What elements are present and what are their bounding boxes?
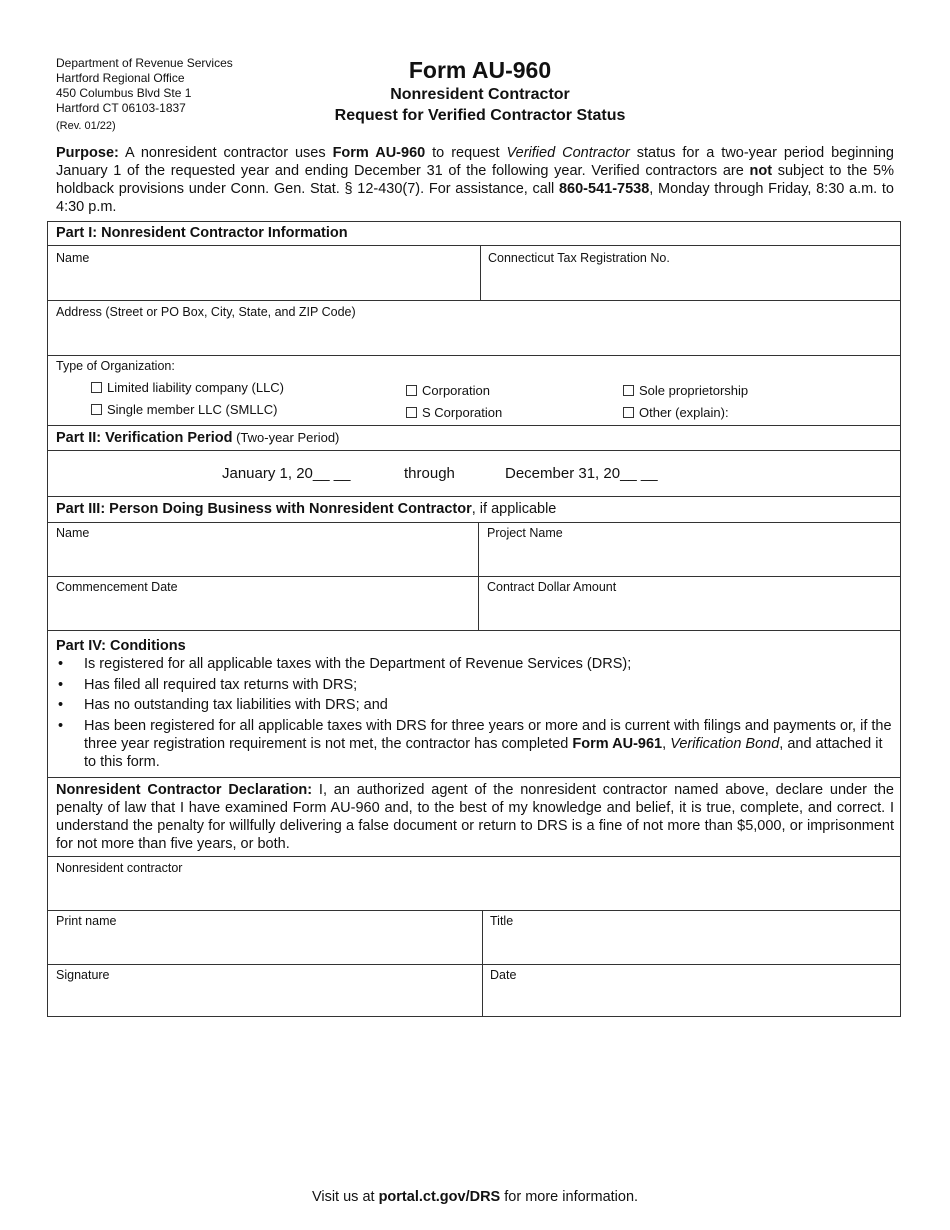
condition-item: • Has no outstanding tax liabilities with DRS; and — [56, 696, 894, 714]
revision-date: (Rev. 01/22) — [56, 120, 116, 132]
checkbox-label: Other (explain): — [639, 405, 729, 420]
checkbox-label: S Corporation — [422, 405, 503, 420]
declaration-label: Nonresident Contractor Declaration: — [56, 782, 313, 798]
condition-item: • Is registered for all applicable taxes with the Department of Revenue Services (DRS); — [56, 655, 894, 673]
ct-tax-registration-label: Connecticut Tax Registration No. — [488, 251, 670, 265]
form-subtitle-2: Request for Verified Contractor Status — [334, 107, 626, 124]
checkbox-box[interactable] — [406, 407, 417, 418]
footer-link[interactable]: portal.ct.gov/DRS — [378, 1189, 501, 1205]
purpose-form-ref: Form AU-960 — [332, 145, 426, 161]
form-subtitle: Nonresident Contractor — [390, 86, 570, 103]
purpose-label: Purpose: — [56, 145, 119, 161]
agency-line: Department of Revenue Services — [56, 56, 233, 70]
checkbox-llc[interactable] — [91, 380, 284, 395]
contract-amount-label: Contract Dollar Amount — [487, 580, 617, 594]
checkbox-label: Single member LLC (SMLLC) — [107, 402, 278, 417]
purpose-text: , Monday through Friday, 8:30 a.m. to 4:30 p.m. — [56, 181, 894, 215]
agency-line: 450 Columbus Blvd Ste 1 — [56, 86, 192, 100]
purpose-status: Verified Contractor — [506, 145, 630, 161]
agency-line: Hartford CT 06103-1837 — [56, 101, 186, 115]
declaration-paragraph — [56, 781, 894, 853]
checkbox-label: Corporation — [422, 383, 490, 398]
address-label: Address (Street or PO Box, City, State, and ZIP Code) — [56, 305, 356, 319]
period-start: January 1, 20__ __ — [222, 465, 351, 482]
form-number: Form AU-960 — [408, 57, 552, 83]
purpose-text: status for a two-year period beginning January 1 of the requested year and ending December 31 of the following year. Verified contractors are — [56, 145, 894, 179]
checkbox-box[interactable] — [623, 385, 634, 396]
agency-address — [56, 56, 233, 116]
title-label: Title — [490, 914, 514, 928]
contractor-name-label: Name — [56, 251, 90, 265]
part2-heading: Part II: Verification Period (Two-year Period) — [56, 430, 340, 446]
part1-heading: Part I: Nonresident Contractor Information — [56, 225, 348, 241]
purpose-paragraph — [56, 144, 894, 216]
purpose-text: A nonresident contractor uses — [118, 145, 333, 161]
part3-heading: Part III: Person Doing Business with Nonresident Contractor, if applicable — [56, 501, 557, 517]
declaration-text: I, an authorized agent of the nonresident contractor named above, declare under the penalty of law that I have examined Form AU-960 and, to the best of my knowledge and belief, it is true, complete, and correct. I understand the penalty for willfully delivering a false document or return to DRS is a fine of not more than $5,000, or imprisonment for not more than five years, or both. — [56, 782, 894, 852]
checkbox-box[interactable] — [91, 382, 102, 393]
checkbox-label: Sole proprietorship — [639, 383, 749, 398]
purpose-phone: 860-541-7538 — [558, 181, 650, 197]
signature-label: Signature — [56, 968, 110, 982]
part4-heading: Part IV: Conditions — [56, 638, 186, 654]
commencement-date-label: Commencement Date — [56, 580, 178, 594]
checkbox-label: Limited liability company (LLC) — [107, 380, 285, 395]
date-label: Date — [490, 968, 517, 982]
nonresident-contractor-label: Nonresident contractor — [56, 861, 183, 875]
checkbox-box[interactable] — [91, 404, 102, 415]
checkbox-box[interactable] — [406, 385, 417, 396]
checkbox-box[interactable] — [623, 407, 634, 418]
period-end: December 31, 20__ __ — [505, 465, 658, 482]
purpose-text: subject to the 5% holdback provisions under Conn. Gen. Stat. § 12-430(7). For assistance, call — [56, 163, 895, 197]
checkbox-other[interactable] — [623, 405, 729, 420]
footer-note — [0, 1189, 950, 1205]
purpose-text: to request — [425, 145, 507, 161]
conditions-list — [56, 655, 894, 773]
print-name-label: Print name — [56, 914, 117, 928]
project-name-label: Project Name — [487, 526, 563, 540]
organization-type-label: Type of Organization: — [56, 359, 175, 373]
form-title-block — [260, 56, 700, 126]
checkbox-smllc[interactable] — [91, 402, 278, 417]
business-name-label: Name — [56, 526, 90, 540]
checkbox-sole-proprietorship[interactable] — [623, 383, 748, 398]
agency-line: Hartford Regional Office — [56, 71, 185, 85]
checkbox-corporation[interactable] — [406, 383, 490, 398]
footer-text: for more information. — [500, 1189, 639, 1205]
checkbox-s-corporation[interactable] — [406, 405, 502, 420]
condition-item: • Has filed all required tax returns with DRS; — [56, 676, 894, 694]
form-body — [47, 221, 901, 1017]
footer-text: Visit us at — [311, 1189, 379, 1205]
period-through: through — [404, 465, 455, 482]
purpose-not: not — [749, 163, 773, 179]
condition-item: • Has been registered for all applicable taxes with DRS for three years or more and is current with filings and payments or, if the three year registration requirement is not met, the contractor has completed Form AU-961, Verification Bond, and attached it to this form. — [56, 717, 894, 771]
